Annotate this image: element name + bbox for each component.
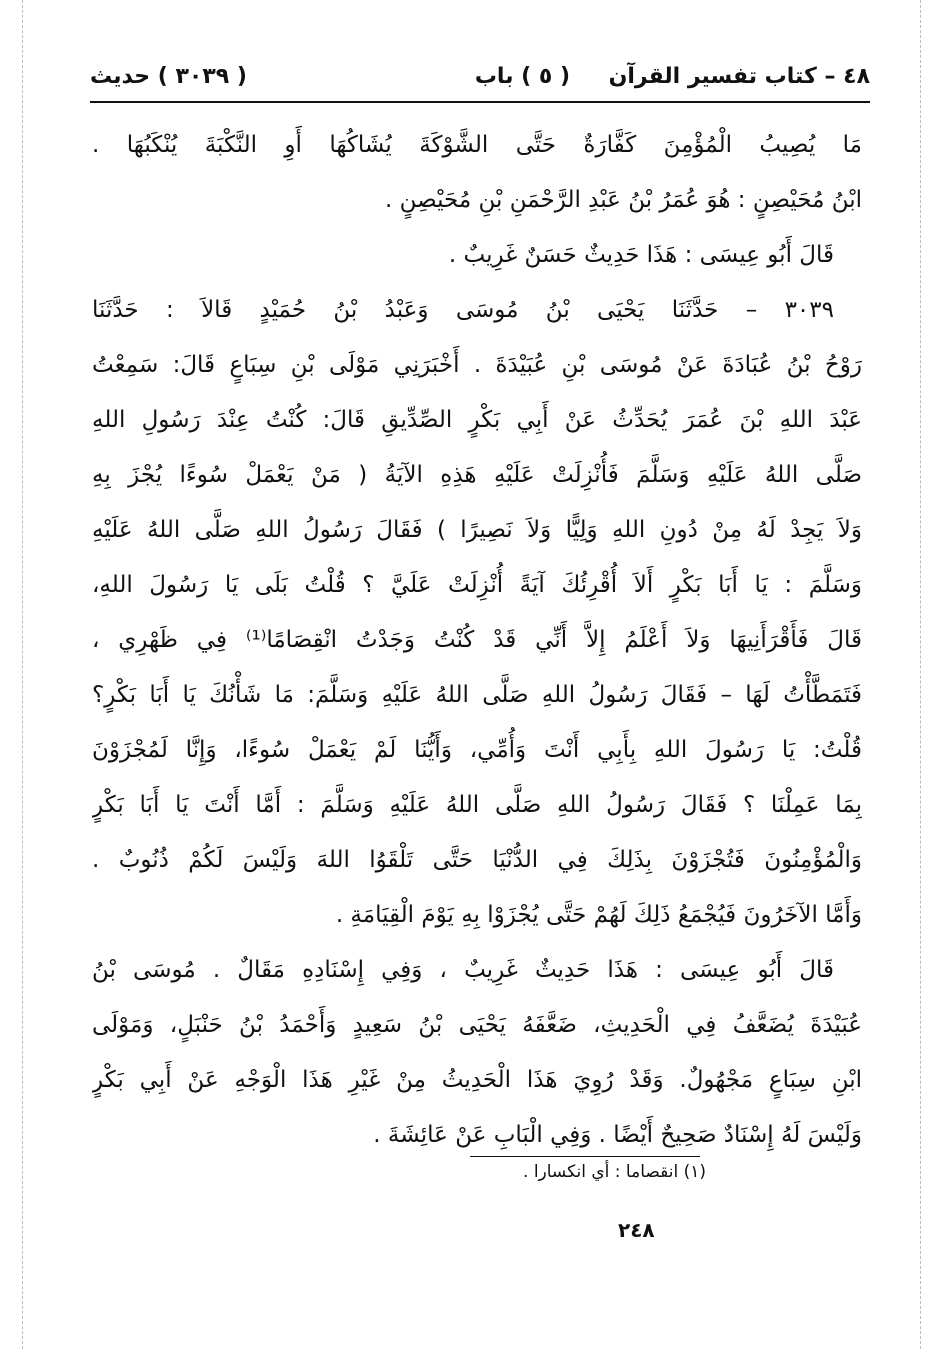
header-section: ( ٥ ) باب xyxy=(474,64,570,89)
footnote: (١) انقصاما : أي انكسارا . xyxy=(523,1162,706,1182)
text-line: وَلاَ يَجِدْ لَهُ مِنْ دُونِ اللهِ وَلِيًّا وَلاَ نَصِيرًا ) فَقَالَ رَسُولُ اللهِ صَلَّى اللهُ عَلَيْهِ xyxy=(92,517,862,543)
text-line: وَأَمَّا الآخَرُونَ فَيُجْمَعُ ذَلِكَ لَهُمْ حَتَّى يُجْزَوْا بِهِ يَوْمَ الْقِيَامَةِ . xyxy=(335,902,862,928)
scan-edge-right xyxy=(920,0,921,1349)
page-number: ٢٤٨ xyxy=(618,1218,655,1242)
text-line: قَالَ أَبُو عِيسَى : هَذَا حَدِيثٌ حَسَنٌ غَرِيبٌ . xyxy=(448,242,834,268)
text-line: قَالَ أَبُو عِيسَى : هَذَا حَدِيثٌ غَرِيبٌ ، وَفِي إِسْنَادِهِ مَقَالٌ . مُوسَى بْنُ xyxy=(92,957,834,983)
hadith-number-line: ٣٠٣٩ – حَدَّثَنَا يَحْيَى بْنُ مُوسَى وَعَبْدُ بْنُ حُمَيْدٍ قَالاَ : حَدَّثَنَا xyxy=(92,297,834,323)
text-line: وَلَيْسَ لَهُ إِسْنَادٌ صَحِيحٌ أَيْضًا . وَفِي الْبَابِ عَنْ عَائِشَةَ . xyxy=(373,1122,862,1148)
hadith-text xyxy=(92,118,862,1163)
text-line: وَسَلَّمَ : يَا أَبَا بَكْرٍ أَلاَ أُقْرِئُكَ آيَةً أُنْزِلَتْ عَلَيَّ ؟ قُلْتُ بَلَى يَا رَسُولَ اللهِ، xyxy=(92,572,862,598)
text-line: بِمَا عَمِلْنَا ؟ فَقَالَ رَسُولُ اللهِ صَلَّى اللهُ عَلَيْهِ وَسَلَّمَ : أَمَّا أَنْتَ يَا أَبَا بَكْرٍ xyxy=(92,792,862,818)
header-book-title: ٤٨ – كتاب تفسير القرآن xyxy=(608,64,870,89)
text-line: ابْنُ مُحَيْصِنٍ : هُوَ عُمَرُ بْنُ عَبْدِ الرَّحْمَنِ بْنِ مُحَيْصِنٍ . xyxy=(385,187,862,213)
text-line: مَا يُصِيبُ الْمُؤْمِنَ كَفَّارَةٌ حَتَّى الشَّوْكَةَ يُشَاكُهَا أَوِ النَّكْبَةَ يُنْكَبُهَا . xyxy=(92,132,862,158)
header-hadith-ref: ( ٣٠٣٩ ) حديث xyxy=(90,64,247,89)
scan-edge-left xyxy=(22,0,23,1349)
text-line: رَوْحُ بْنُ عُبَادَةَ عَنْ مُوسَى بْنِ عُبَيْدَةَ . أَخْبَرَنِي مَوْلَى بْنِ سِبَاعٍ قَالَ: سَمِعْتُ xyxy=(92,352,862,378)
text-line: فَتَمَطَّأْتُ لَهَا – فَقَالَ رَسُولُ اللهِ صَلَّى اللهُ عَلَيْهِ وَسَلَّمَ: مَا شَأْنُكَ يَا أَبَا بَكْرٍ؟ xyxy=(92,682,862,708)
text-line: وَالْمُؤْمِنُونَ فَتُجْزَوْنَ بِذَلِكَ فِي الدُّنْيَا حَتَّى تَلْقَوُا اللهَ وَلَيْسَ لَكُمْ ذُنُوبٌ . xyxy=(92,847,862,873)
text-line: صَلَّى اللهُ عَلَيْهِ وَسَلَّمَ فَأُنْزِلَتْ عَلَيْهِ هَذِهِ الآيَةُ ( مَنْ يَعْمَلْ سُوءًا يُجْزَ بِهِ xyxy=(92,462,862,488)
footnote-rule xyxy=(470,1156,700,1157)
header-rule xyxy=(90,101,870,103)
text-line: ابْنِ سِبَاعٍ مَجْهُولٌ. وَقَدْ رُوِيَ هَذَا الْحَدِيثُ مِنْ غَيْرِ هَذَا الْوَجْهِ عَنْ أَبِي بَكْرٍ xyxy=(92,1067,862,1093)
text-line: قَالَ فَأَقْرَأَنِيهَا وَلاَ أَعْلَمُ إِلاَّ أَنِّي قَدْ كُنْتُ وَجَدْتُ انْقِصَامًا⁽¹⁾ فِي ظَهْرِي ، xyxy=(92,627,862,653)
text-line: عُبَيْدَةَ يُضَعَّفُ فِي الْحَدِيثِ، ضَعَّفَهُ يَحْيَى بْنُ سَعِيدٍ وَأَحْمَدُ بْنُ حَنْبَلٍ، وَمَوْلَى xyxy=(92,1012,862,1038)
running-header xyxy=(90,58,870,98)
text-line: عَبْدَ اللهِ بْنَ عُمَرَ يُحَدِّثُ عَنْ أَبِي بَكْرٍ الصِّدِّيقِ قَالَ: كُنْتُ عِنْدَ رَسُولِ اللهِ xyxy=(92,407,862,433)
text-line: قُلْتُ: يَا رَسُولَ اللهِ بِأَبِي أَنْتَ وَأُمِّي، وَأَيُّنَا لَمْ يَعْمَلْ سُوءًا، وَإِنَّا لَمُجْزَوْنَ xyxy=(92,737,862,763)
